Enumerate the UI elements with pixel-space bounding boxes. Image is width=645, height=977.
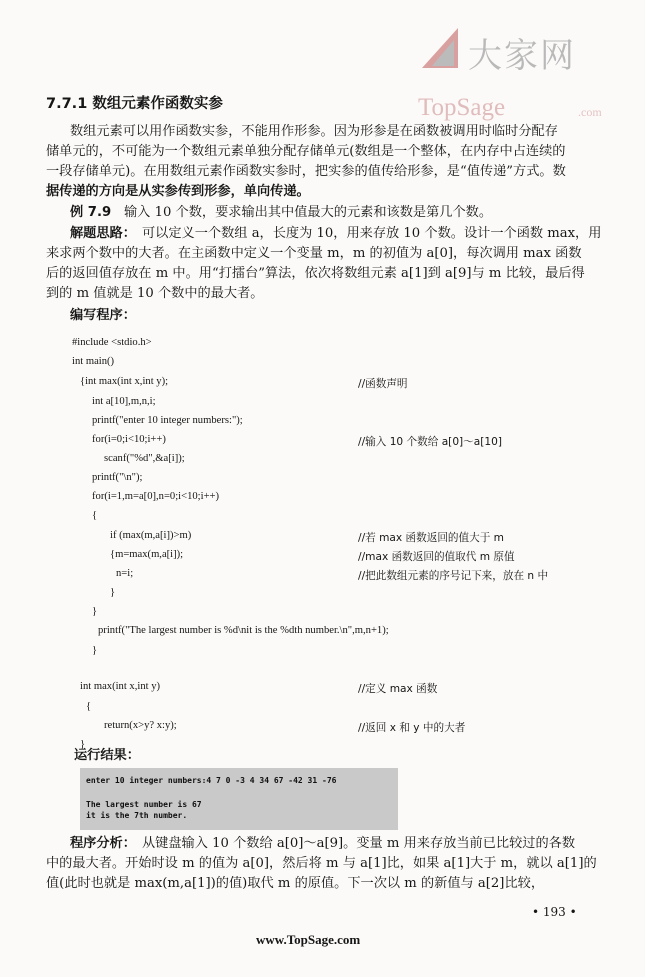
intro-line: 储单元的，不可能为一个数组元素单独分配存储单元(数组是一个整体，在内存中占连续的 — [46, 144, 566, 159]
output-line: The largest number is 67 — [86, 800, 202, 809]
run-label: 运行结果： — [74, 748, 140, 763]
code-line: { — [92, 510, 98, 521]
code-line: return(x>y? x:y); — [104, 720, 177, 731]
code-comment: //返回 x 和 y 中的大者 — [358, 722, 466, 734]
code-line: int main() — [72, 356, 115, 367]
thinking-line: 后的返回值存放在 m 中。用“打擂台”算法，依次将数组元素 a[1]到 a[9]与 m 比较，最后得 — [46, 266, 585, 281]
analysis-line: 值(此时也就是 max(m,a[1])的值)取代 m 的原值。下一次以 m 的新值与 a[2]比较， — [46, 876, 545, 891]
code-line: } — [92, 645, 98, 656]
program-label: 编写程序： — [70, 308, 136, 323]
code-line: } — [92, 606, 98, 617]
code-comment: //输入 10 个数给 a[0]～a[10] — [358, 436, 503, 448]
code-line: for(i=0;i<10;i++) — [92, 434, 166, 445]
analysis-line: 中的最大者。开始时设 m 的值为 a[0]，然后将 m 与 a[1]比，如果 a[1]大于 m，就以 a[1]的 — [46, 856, 597, 871]
output-line: it is the 7th number. — [86, 811, 188, 820]
thinking-line: 到的 m 值就是 10 个数中的最大者。 — [46, 286, 264, 301]
code-line: #include <stdio.h> — [72, 337, 152, 348]
code-line: int a[10],m,n,i; — [92, 396, 156, 407]
analysis-line: 从键盘输入 10 个数给 a[0]～a[9]。变量 m 用来存放当前已比较过的各数 — [142, 836, 576, 851]
analysis-label: 程序分析： — [70, 836, 136, 851]
footer-url: www.TopSage.com — [256, 932, 361, 947]
thinking-line: 来求两个数中的大者。在主函数中定义一个变量 m，m 的初值为 a[0]，每次调用 max 函数 — [46, 246, 582, 261]
watermark-logo — [418, 22, 608, 132]
page-number: • 193 • — [532, 905, 577, 919]
code-line: {int max(int x,int y); — [80, 376, 169, 387]
run-output-box — [80, 768, 398, 830]
code-line: {m=max(m,a[i]); — [110, 549, 184, 560]
code-line: n=i; — [116, 568, 134, 579]
example-text: 输入 10 个数，要求输出其中值最大的元素和该数是第几个数。 — [124, 205, 493, 220]
code-line: if (max(m,a[i])>m) — [110, 530, 192, 541]
code-comment: //函数声明 — [358, 378, 408, 390]
logo-suffix-text: .com — [578, 105, 602, 119]
logo-triangle-inner-icon — [432, 40, 454, 66]
code-comment: //定义 max 函数 — [358, 683, 438, 695]
intro-line: 数组元素可以用作函数实参，不能用作形参。因为形参是在函数被调用时临时分配存 — [70, 124, 558, 139]
logo-english-text: TopSage — [418, 94, 506, 121]
code-line: printf("The largest number is %d\nit is the %dth number.\n",m,n+1); — [98, 625, 389, 636]
thinking-label: 解题思路： — [70, 226, 136, 241]
code-comment: //max 函数返回的值取代 m 原值 — [358, 551, 515, 563]
thinking-line: 可以定义一个数组 a，长度为 10，用来存放 10 个数。设计一个函数 max，用 — [142, 226, 602, 241]
code-comment: //若 max 函数返回的值大于 m — [358, 532, 504, 544]
code-line: for(i=1,m=a[0],n=0;i<10;i++) — [92, 491, 220, 502]
code-line: } — [110, 587, 116, 598]
code-line: printf("enter 10 integer numbers:"); — [92, 415, 243, 426]
intro-line: 据传递的方向是从实参传到形参，单向传递。 — [46, 184, 310, 199]
code-line: scanf("%d",&a[i]); — [104, 453, 185, 464]
code-comment: //把此数组元素的序号记下来，放在 n 中 — [358, 570, 549, 582]
code-line: int max(int x,int y) — [80, 681, 161, 692]
code-line: { — [86, 701, 92, 712]
example-label: 例 7.9 — [70, 205, 112, 220]
output-line: enter 10 integer numbers:4 7 0 -3 4 34 67 -42 31 -76 — [86, 776, 337, 785]
section-title: 7.7.1 数组元素作函数实参 — [46, 96, 223, 112]
code-line: printf("\n"); — [92, 472, 143, 483]
code-line: } — [80, 739, 86, 750]
intro-line: 一段存储单元)。在用数组元素作函数实参时，把实参的值传给形参，是“值传递”方式。数 — [46, 164, 566, 179]
logo-chinese-text: 大家网 — [468, 36, 576, 76]
